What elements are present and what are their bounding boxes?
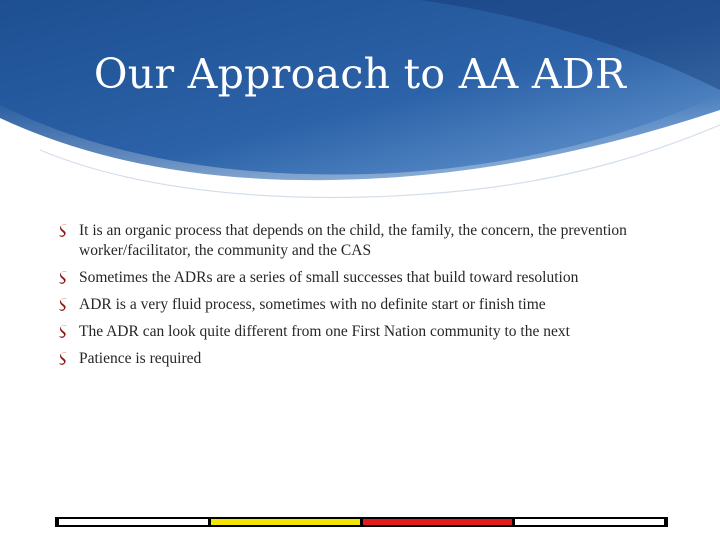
bullet-text: Patience is required [79, 350, 202, 367]
swirl-bullet-icon [58, 297, 70, 313]
slide-title: Our Approach to AA ADR [93, 50, 627, 98]
list-item [58, 295, 658, 315]
stripe-segment-yellow [211, 519, 360, 525]
swirl-bullet-icon [58, 270, 70, 286]
list-item [58, 268, 658, 288]
bullet-list [58, 221, 658, 376]
stripe-segment-white [59, 519, 208, 525]
list-item [58, 322, 658, 342]
list-item [58, 349, 658, 369]
bullet-text: ADR is a very fluid process, sometimes with no definite start or finish time [79, 296, 546, 313]
swirl-bullet-icon [58, 324, 70, 340]
stripe-segment-red [363, 519, 512, 525]
swirl-bullet-icon [58, 223, 70, 239]
bullet-text: Sometimes the ADRs are a series of small successes that build toward resolution [79, 269, 579, 286]
list-item [58, 221, 658, 261]
stripe-segment-white-2 [515, 519, 664, 525]
bullet-text: The ADR can look quite different from one First Nation community to the next [79, 323, 570, 340]
swirl-bullet-icon [58, 351, 70, 367]
medicine-wheel-color-stripe [55, 517, 668, 527]
bullet-text: It is an organic process that depends on the child, the family, the concern, the prevention worker/facilitator, the community and the CAS [79, 222, 627, 259]
